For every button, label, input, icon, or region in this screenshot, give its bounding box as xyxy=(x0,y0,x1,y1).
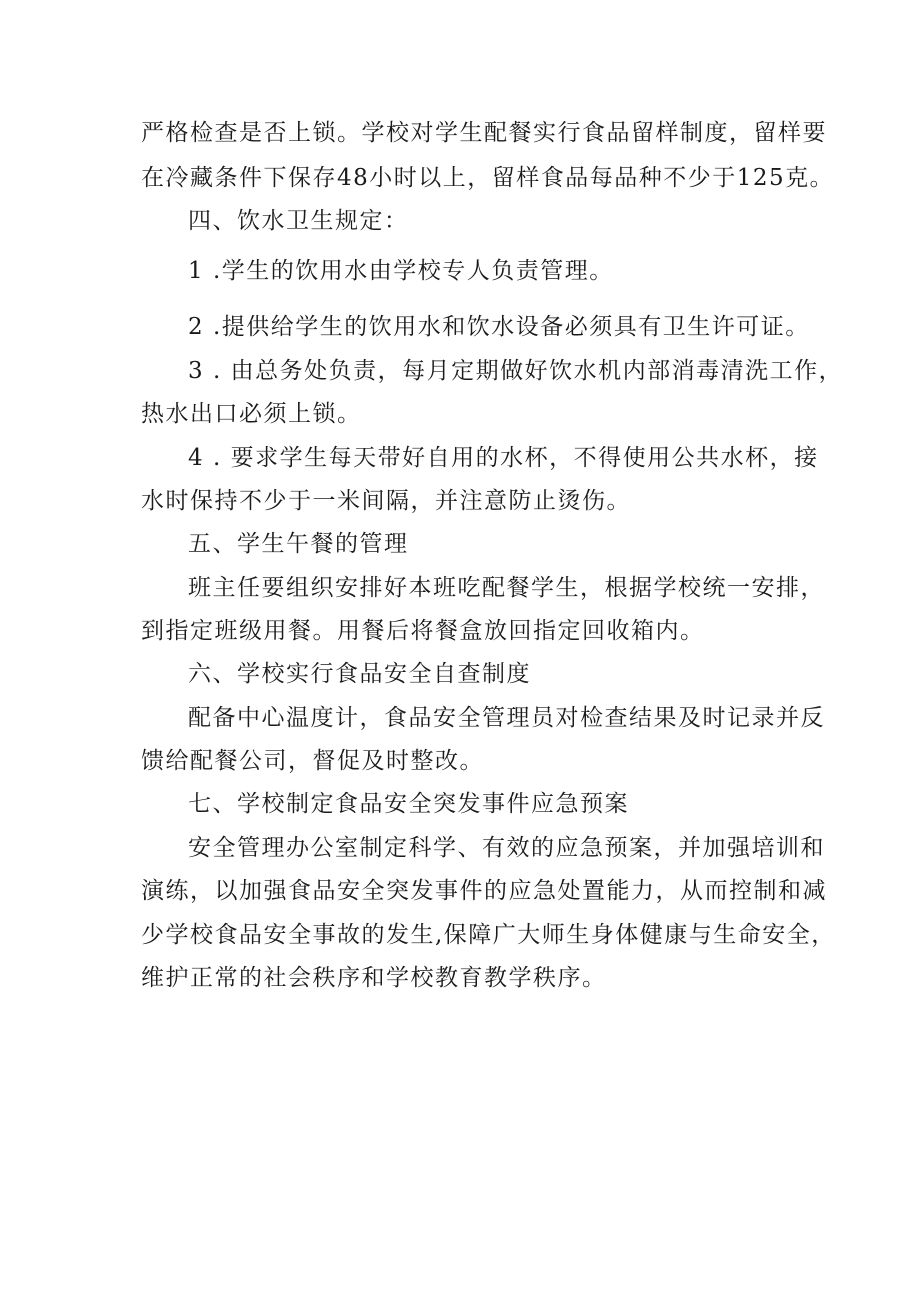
text-line: 演练，以加强食品安全突发事件的应急处置能力，从而控制和减 xyxy=(141,878,827,904)
list-item: 1 .学生的饮用水由学校专人负责管理。 xyxy=(188,258,614,284)
text-line: 在冷藏条件下保存48小时以上，留样食品每品种不少于125克。 xyxy=(141,165,835,191)
text-line: 配备中心温度计，食品安全管理员对检查结果及时记录并反 xyxy=(188,705,825,731)
section-heading-lunch: 五、学生午餐的管理 xyxy=(188,531,409,557)
text-line: 严格检查是否上锁。学校对学生配餐实行食品留样制度，留样要 xyxy=(141,120,827,146)
text-line: 馈给配餐公司，督促及时整改。 xyxy=(141,748,484,774)
text-line: 安全管理办公室制定科学、有效的应急预案，并加强培训和 xyxy=(188,835,825,861)
section-heading-self-inspection: 六、学校实行食品安全自查制度 xyxy=(188,661,531,687)
list-item: 4 . 要求学生每天带好自用的水杯，不得使用公共水杯，接 xyxy=(188,445,819,471)
text-line: 班主任要组织安排好本班吃配餐学生，根据学校统一安排， xyxy=(188,575,825,601)
text-line: 维护正常的社会秩序和学校教育教学秩序。 xyxy=(141,965,607,991)
text-line: 热水出口必须上锁。 xyxy=(141,401,362,427)
section-heading-drinking-water: 四、饮水卫生规定： xyxy=(188,208,409,234)
section-heading-emergency-plan: 七、学校制定食品安全突发事件应急预案 xyxy=(188,791,629,817)
list-item: 2 .提供给学生的饮用水和饮水设备必须具有卫生许可证。 xyxy=(188,314,810,340)
list-item: 3 . 由总务处负责，每月定期做好饮水机内部消毒清洗工作， xyxy=(188,358,844,384)
text-line: 水时保持不少于一米间隔，并注意防止烫伤。 xyxy=(141,488,631,514)
text-line: 少学校食品安全事故的发生,保障广大师生身体健康与生命安全， xyxy=(141,922,836,948)
text-line: 到指定班级用餐。用餐后将餐盒放回指定回收箱内。 xyxy=(141,618,705,644)
